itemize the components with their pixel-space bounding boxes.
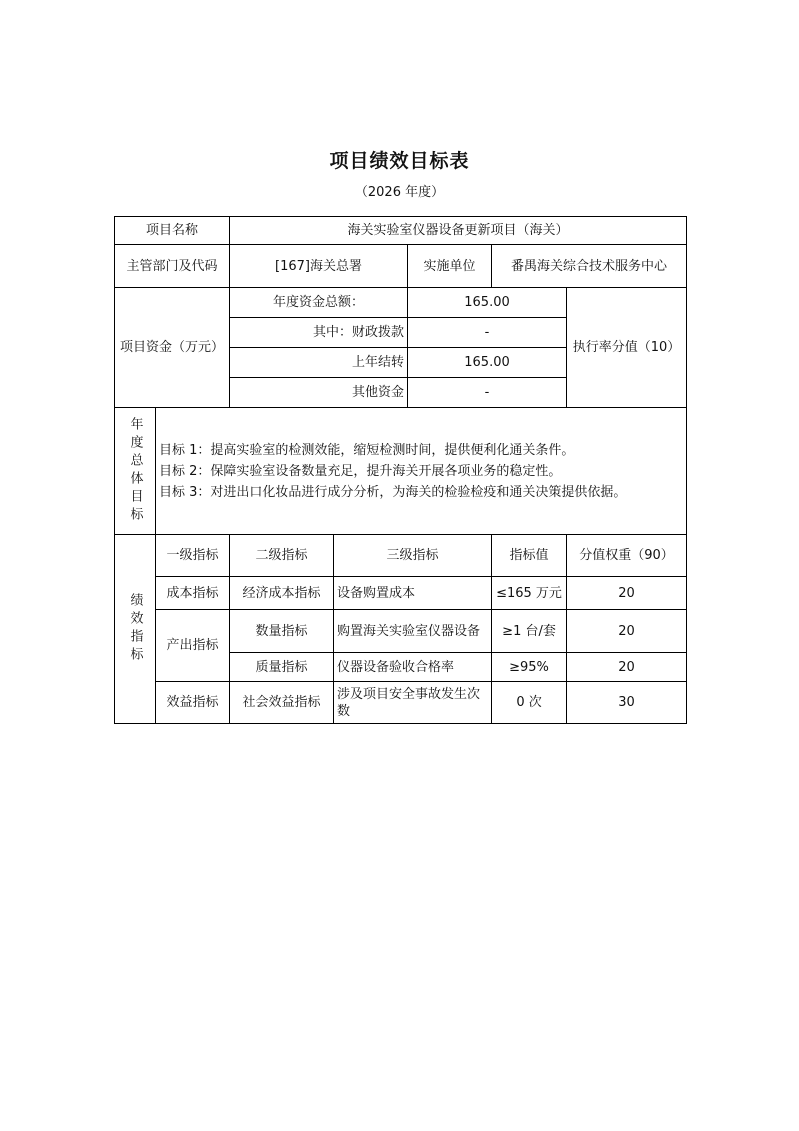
indicator-level2: 经济成本指标 [230, 577, 334, 610]
goals-row [115, 408, 687, 535]
funds-row [115, 288, 687, 318]
goals-label-cell [115, 408, 156, 535]
header-value: 指标值 [492, 535, 567, 577]
goals-label: 年度总体目标 [127, 417, 143, 525]
indicators-label-cell [115, 535, 156, 724]
year-subtitle: （2026 年度） [354, 185, 445, 200]
indicator-level1: 产出指标 [156, 610, 230, 682]
goal-item: 目标 3：对进出口化妆品进行成分分析，为海关的检验检疫和通关决策提供依据。 [159, 484, 627, 500]
project-name-value: 海关实验室仪器设备更新项目（海关） [230, 217, 687, 245]
indicator-header-row [115, 535, 687, 577]
dept-value: [167]海关总署 [230, 245, 408, 288]
indicator-level1: 成本指标 [156, 577, 230, 610]
indicator-level2: 数量指标 [230, 610, 334, 653]
fund-value: - [408, 318, 567, 348]
indicator-level3: 仪器设备验收合格率 [334, 653, 492, 682]
goals-content [156, 408, 687, 535]
indicator-level3: 设备购置成本 [334, 577, 492, 610]
funds-label: 项目资金（万元） [115, 288, 230, 408]
project-name-row [115, 217, 687, 245]
goal-item: 目标 1：提高实验室的检测效能，缩短检测时间，提供便利化通关条件。 [159, 442, 575, 458]
indicator-value: ≥1 台/套 [492, 610, 567, 653]
indicator-value: ≥95% [492, 653, 567, 682]
indicators-label: 绩效指标 [127, 593, 143, 665]
impl-value: 番禺海关综合技术服务中心 [492, 245, 687, 288]
fund-label: 年度资金总额： [230, 288, 408, 318]
indicator-level3: 购置海关实验室仪器设备 [334, 610, 492, 653]
indicator-row [115, 610, 687, 653]
header-level1: 一级指标 [156, 535, 230, 577]
header-level2: 二级指标 [230, 535, 334, 577]
dept-label: 主管部门及代码 [115, 245, 230, 288]
project-name-label: 项目名称 [115, 217, 230, 245]
indicator-weight: 20 [567, 577, 687, 610]
indicator-row [115, 682, 687, 724]
fund-label: 上年结转 [230, 348, 408, 378]
indicator-level1: 效益指标 [156, 682, 230, 724]
fund-label: 其他资金 [230, 378, 408, 408]
goal-item: 目标 2：保障实验室设备数量充足，提升海关开展各项业务的稳定性。 [159, 463, 562, 479]
header-weight: 分值权重（90） [567, 535, 687, 577]
header-level3: 三级指标 [334, 535, 492, 577]
performance-table [114, 216, 687, 724]
indicator-weight: 20 [567, 653, 687, 682]
indicator-level3: 涉及项目安全事故发生次数 [334, 682, 492, 724]
indicator-level2: 社会效益指标 [230, 682, 334, 724]
indicator-weight: 20 [567, 610, 687, 653]
indicator-row [115, 577, 687, 610]
indicator-value: ≤165 万元 [492, 577, 567, 610]
fund-value: - [408, 378, 567, 408]
indicator-value: 0 次 [492, 682, 567, 724]
impl-label: 实施单位 [408, 245, 492, 288]
fund-value: 165.00 [408, 288, 567, 318]
indicator-level2: 质量指标 [230, 653, 334, 682]
fund-label: 其中：财政拨款 [230, 318, 408, 348]
exec-rate-score: 执行率分值（10） [567, 288, 687, 408]
fund-value: 165.00 [408, 348, 567, 378]
page-title: 项目绩效目标表 [329, 150, 470, 172]
department-row [115, 245, 687, 288]
indicator-weight: 30 [567, 682, 687, 724]
